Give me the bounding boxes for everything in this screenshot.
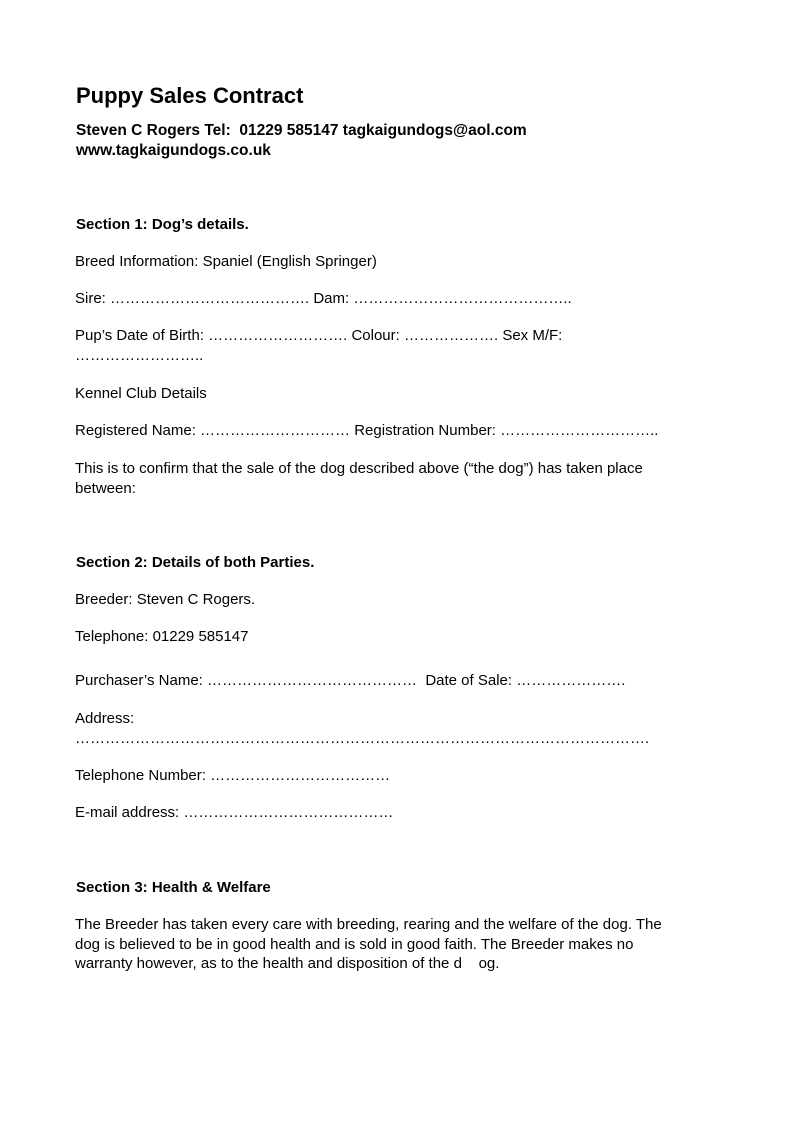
breeder-telephone: Telephone: 01229 585147 [75, 628, 249, 645]
contact-details [76, 121, 527, 160]
sale-confirmation-line-2: between: [75, 479, 136, 497]
section-3-heading: Section 3: Health & Welfare [76, 879, 271, 896]
address-dots: ……………………………………………………………………………………………………. [75, 729, 650, 747]
sire-dam-field: Sire: …………………………………. Dam: …………………………………….. [75, 290, 572, 307]
health-welfare-line-3: warranty however, as to the health and disposition of the d og. [75, 955, 500, 972]
section-2-heading: Section 2: Details of both Parties. [76, 554, 315, 571]
breed-information: Breed Information: Spaniel (English Springer) [75, 253, 377, 270]
kennel-club-label: Kennel Club Details [75, 385, 207, 402]
dob-colour-sex-line-2: …………………….. [75, 346, 204, 364]
purchaser-telephone-field: Telephone Number: ……………………………… [75, 767, 391, 784]
dob-colour-sex-line-1: Pup’s Date of Birth: ………………………. Colour: ………………. Sex M/F: [75, 327, 563, 344]
section-1-heading: Section 1: Dog’s details. [76, 216, 249, 233]
address-label: Address: [75, 710, 135, 727]
contact-line-website: www.tagkaigundogs.co.uk [76, 141, 271, 159]
sale-confirmation-line-1: This is to confirm that the sale of the dog described above (“the dog”) has taken place [75, 460, 643, 477]
sale-confirmation-text [75, 459, 705, 498]
dob-colour-sex-field [75, 326, 705, 365]
address-field [75, 709, 705, 748]
health-welfare-line-2: dog is believed to be in good health and is sold in good faith. The Breeder makes no [75, 935, 634, 953]
breeder-name: Breeder: Steven C Rogers. [75, 591, 256, 608]
purchaser-name-date-field: Purchaser’s Name: …………………………………… Date of Sale: …………………. [75, 672, 626, 689]
registered-name-number-field: Registered Name: ………………………… Registration Number: ………………………….. [75, 422, 659, 439]
health-welfare-line-1: The Breeder has taken every care with breeding, rearing and the welfare of the dog. The [75, 916, 662, 933]
page-title: Puppy Sales Contract [76, 83, 304, 108]
health-welfare-text [75, 915, 705, 974]
contact-line-name-tel-email: Steven C Rogers Tel: 01229 585147 tagkaigundogs@aol.com [76, 122, 527, 139]
email-address-field: E-mail address: …………………………………… [75, 804, 394, 821]
